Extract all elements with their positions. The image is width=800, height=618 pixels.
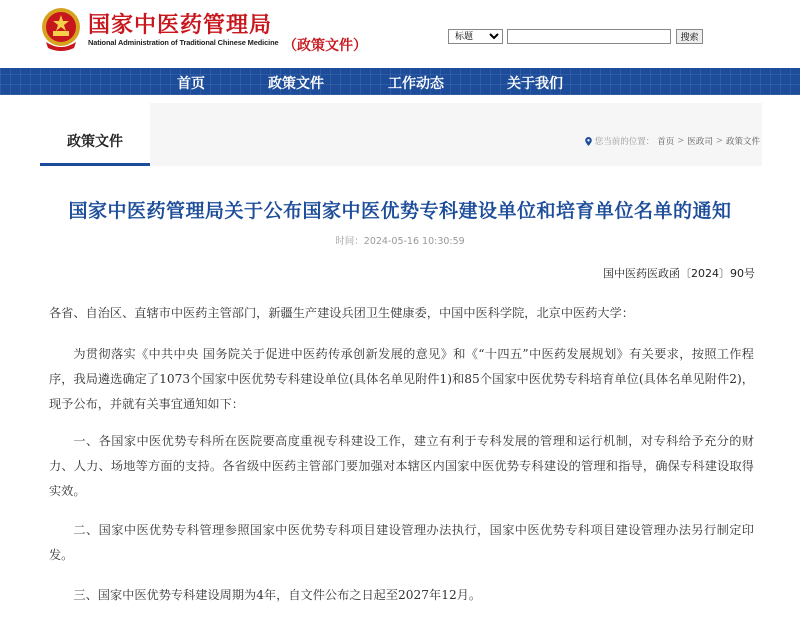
article-paragraph: 一、各国家中医优势专科所在医院要高度重视专科建设工作，建立有利于专科发展的管理和运行机制，对专科给予充分的财力、人力、场地等方面的支持。各省级中医药主管部门要加强对本辖区内国家中医优势专科建设的管理和指导，确保专科建设取得实效。 xyxy=(49,434,754,498)
main-nav xyxy=(0,68,800,95)
nav-item-about[interactable]: 关于我们 xyxy=(507,76,563,92)
article-salutation: 各省、自治区、直辖市中医药主管部门，新疆生产建设兵团卫生健康委，中国中医科学院，北京中医药大学： xyxy=(49,306,634,320)
article-paragraph: 三、国家中医优势专科建设周期为4年，自文件公布之日起至2027年12月。 xyxy=(73,588,482,602)
section-tab-label: 政策文件 xyxy=(67,134,123,150)
breadcrumb-prefix: 您当前的位置： xyxy=(594,137,655,147)
nav-item-home[interactable]: 首页 xyxy=(177,76,205,92)
breadcrumb-home[interactable]: 首页 xyxy=(657,137,675,147)
section-tab[interactable] xyxy=(40,103,150,166)
breadcrumb-separator: > xyxy=(715,136,723,146)
site-subtitle: National Administration of Traditional Chinese Medicine xyxy=(88,38,279,47)
breadcrumb-department[interactable]: 医政司 xyxy=(687,137,713,147)
article-title: 国家中医药管理局关于公布国家中医优势专科建设单位和培育单位名单的通知 xyxy=(68,200,732,222)
article-time: 时间：2024-05-16 10:30:59 xyxy=(335,236,465,247)
site-title[interactable]: 国家中医药管理局 xyxy=(88,12,273,38)
section-tag: （政策文件） xyxy=(283,38,367,54)
nav-item-policy[interactable]: 政策文件 xyxy=(268,76,324,92)
search-field-select[interactable] xyxy=(448,29,503,44)
location-pin-icon xyxy=(585,137,592,146)
national-emblem-icon xyxy=(40,6,82,52)
site-header xyxy=(0,0,800,68)
breadcrumb xyxy=(585,135,760,147)
article-paragraph: 为贯彻落实《中共中央 国务院关于促进中医药传承创新发展的意见》和《“十四五”中医药发展规划》有关要求，按照工作程序，我局遴选确定了1073个国家中医优势专科建设单位(具体名单见附件1)和85个国家中医优势专科培育单位(具体名单见附件2)，现予公布，并就有关事宜通知如下： xyxy=(49,347,754,411)
nav-item-news[interactable]: 工作动态 xyxy=(388,76,444,92)
search-input[interactable] xyxy=(507,29,671,44)
document-number: 国中医药医政函〔2024〕90号 xyxy=(603,267,755,280)
breadcrumb-policy[interactable]: 政策文件 xyxy=(725,137,760,147)
article-paragraph: 二、国家中医优势专科管理参照国家中医优势专科项目建设管理办法执行，国家中医优势专科项目建设管理办法另行制定印发。 xyxy=(49,523,754,562)
breadcrumb-bar xyxy=(40,103,762,166)
breadcrumb-separator: > xyxy=(677,136,685,146)
search-button[interactable]: 搜索 xyxy=(676,29,703,44)
